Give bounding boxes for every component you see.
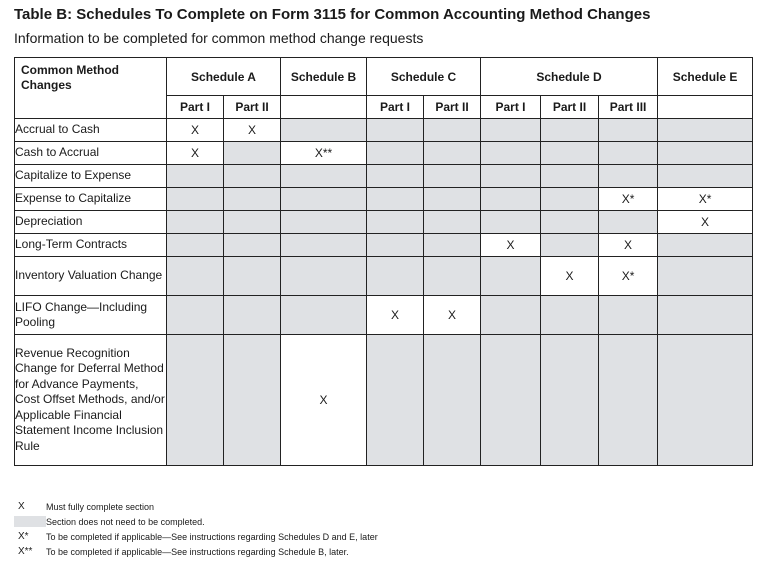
shaded-cell xyxy=(167,257,224,296)
shaded-cell xyxy=(367,165,424,188)
table-body xyxy=(15,119,753,466)
schedule-cell: X* xyxy=(658,188,753,211)
schedules-table xyxy=(14,57,753,466)
method-change-label: Depreciation xyxy=(15,211,167,234)
shaded-cell xyxy=(658,257,753,296)
shaded-cell xyxy=(599,335,658,466)
shaded-cell xyxy=(367,188,424,211)
shaded-cell xyxy=(167,165,224,188)
method-change-label: LIFO Change—Including Pooling xyxy=(15,296,167,335)
shaded-cell xyxy=(224,257,281,296)
table-row xyxy=(15,234,753,257)
shaded-cell xyxy=(481,165,541,188)
shaded-cell xyxy=(541,119,599,142)
schedule-cell: X xyxy=(367,296,424,335)
legend-text: To be completed if applicable—See instructions regarding Schedules D and E, later xyxy=(46,532,378,542)
shaded-cell xyxy=(424,257,481,296)
shaded-cell xyxy=(541,335,599,466)
schedule-d-header: Schedule D xyxy=(481,58,658,96)
legend-symbol: X** xyxy=(18,546,33,557)
shaded-cell xyxy=(367,257,424,296)
schedule-cell: X xyxy=(481,234,541,257)
shaded-cell xyxy=(599,165,658,188)
shaded-cell xyxy=(367,211,424,234)
schedule-d-part-3: Part III xyxy=(599,96,658,119)
shaded-cell xyxy=(424,188,481,211)
method-change-label: Long-Term Contracts xyxy=(15,234,167,257)
schedule-c-part-1: Part I xyxy=(367,96,424,119)
shaded-cell xyxy=(541,296,599,335)
shaded-cell xyxy=(424,234,481,257)
shaded-cell xyxy=(424,335,481,466)
shaded-cell xyxy=(599,119,658,142)
schedule-d-part-1: Part I xyxy=(481,96,541,119)
legend-symbol: X xyxy=(18,501,25,512)
table-title: Table B: Schedules To Complete on Form 3115 for Common Accounting Method Changes xyxy=(14,6,651,23)
table-subtitle: Information to be completed for common method change requests xyxy=(14,30,424,46)
schedule-cell: X xyxy=(281,335,367,466)
legend-text: Must fully complete section xyxy=(46,502,155,512)
shaded-cell xyxy=(224,165,281,188)
shaded-cell xyxy=(224,188,281,211)
shaded-cell xyxy=(367,335,424,466)
shaded-cell xyxy=(281,188,367,211)
schedule-cell: X* xyxy=(599,257,658,296)
shaded-cell xyxy=(167,211,224,234)
legend-text: Section does not need to be completed. xyxy=(46,517,205,527)
shaded-cell xyxy=(481,335,541,466)
table-row xyxy=(15,211,753,234)
shaded-cell xyxy=(224,296,281,335)
method-change-label: Accrual to Cash xyxy=(15,119,167,142)
shaded-cell xyxy=(281,165,367,188)
schedule-c-part-2: Part II xyxy=(424,96,481,119)
legend-shade-swatch xyxy=(14,516,46,527)
shaded-cell xyxy=(281,234,367,257)
schedule-header-row xyxy=(15,58,753,96)
shaded-cell xyxy=(167,234,224,257)
schedule-cell: X** xyxy=(281,142,367,165)
table-row xyxy=(15,165,753,188)
shaded-cell xyxy=(658,296,753,335)
shaded-cell xyxy=(281,211,367,234)
shaded-cell xyxy=(281,296,367,335)
shaded-cell xyxy=(224,142,281,165)
shaded-cell xyxy=(367,234,424,257)
schedule-a-part-1: Part I xyxy=(167,96,224,119)
shaded-cell xyxy=(599,211,658,234)
method-change-label: Capitalize to Expense xyxy=(15,165,167,188)
shaded-cell xyxy=(481,142,541,165)
shaded-cell xyxy=(481,296,541,335)
shaded-cell xyxy=(541,234,599,257)
method-change-label: Expense to Capitalize xyxy=(15,188,167,211)
schedule-d-part-2: Part II xyxy=(541,96,599,119)
shaded-cell xyxy=(658,234,753,257)
shaded-cell xyxy=(224,234,281,257)
table-row xyxy=(15,119,753,142)
schedule-cell: X xyxy=(167,142,224,165)
shaded-cell xyxy=(281,119,367,142)
shaded-cell xyxy=(599,296,658,335)
shaded-cell xyxy=(424,119,481,142)
schedule-c-header: Schedule C xyxy=(367,58,481,96)
schedule-cell: X xyxy=(599,234,658,257)
shaded-cell xyxy=(367,142,424,165)
method-change-label: Cash to Accrual xyxy=(15,142,167,165)
schedule-cell: X* xyxy=(599,188,658,211)
schedule-a-part-2: Part II xyxy=(224,96,281,119)
schedule-a-header: Schedule A xyxy=(167,58,281,96)
shaded-cell xyxy=(167,296,224,335)
schedule-cell: X xyxy=(424,296,481,335)
shaded-cell xyxy=(658,335,753,466)
shaded-cell xyxy=(367,119,424,142)
shaded-cell xyxy=(481,257,541,296)
shaded-cell xyxy=(658,165,753,188)
shaded-cell xyxy=(541,165,599,188)
shaded-cell xyxy=(167,188,224,211)
schedule-cell: X xyxy=(658,211,753,234)
shaded-cell xyxy=(541,142,599,165)
table-row xyxy=(15,257,753,296)
shaded-cell xyxy=(599,142,658,165)
schedule-cell: X xyxy=(167,119,224,142)
shaded-cell xyxy=(167,335,224,466)
shaded-cell xyxy=(424,165,481,188)
shaded-cell xyxy=(658,142,753,165)
table-row xyxy=(15,142,753,165)
shaded-cell xyxy=(224,211,281,234)
method-change-label: Revenue Recognition Change for Deferral Method for Advance Payments, Cost Offset Methods, and/or Applicable Financial Statement Income Inclusion Rule xyxy=(15,335,167,466)
method-change-label: Inventory Valuation Change xyxy=(15,257,167,296)
shaded-cell xyxy=(224,335,281,466)
shaded-cell xyxy=(424,211,481,234)
schedule-b-part xyxy=(281,96,367,119)
shaded-cell xyxy=(481,211,541,234)
table-row xyxy=(15,335,753,466)
shaded-cell xyxy=(281,257,367,296)
shaded-cell xyxy=(541,188,599,211)
shaded-cell xyxy=(424,142,481,165)
schedule-e-part xyxy=(658,96,753,119)
schedule-b-header: Schedule B xyxy=(281,58,367,96)
schedule-e-header: Schedule E xyxy=(658,58,753,96)
table-row xyxy=(15,188,753,211)
schedule-cell: X xyxy=(541,257,599,296)
schedule-cell: X xyxy=(224,119,281,142)
legend-symbol: X* xyxy=(18,531,29,542)
shaded-cell xyxy=(541,211,599,234)
legend-text: To be completed if applicable—See instructions regarding Schedule B, later. xyxy=(46,547,349,557)
shaded-cell xyxy=(481,119,541,142)
corner-header: Common Method Changes xyxy=(15,58,167,119)
shaded-cell xyxy=(481,188,541,211)
shaded-cell xyxy=(658,119,753,142)
table-row xyxy=(15,296,753,335)
